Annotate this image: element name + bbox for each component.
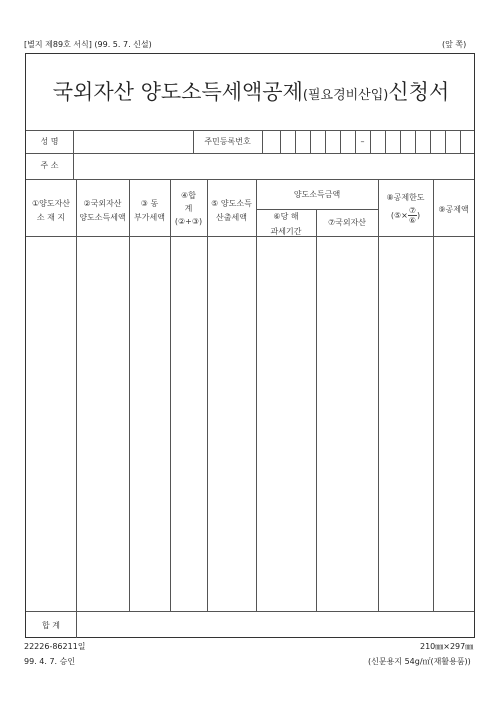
- col-foreign-asset-header: ⑦국외자산: [327, 218, 367, 227]
- formula-fraction: [408, 206, 417, 225]
- resident-id-dash: –: [360, 137, 365, 146]
- paper-size: 210㎜×297㎜: [420, 642, 474, 651]
- divider: [460, 130, 461, 153]
- col-group-income-header: 양도소득금액: [293, 190, 341, 199]
- name-label: 성 명: [40, 137, 59, 146]
- application-form: [25, 53, 475, 638]
- header-line: ⑤ 양도소득: [211, 199, 252, 208]
- divider: [280, 130, 281, 153]
- header-line: ⑧공제한도: [386, 193, 425, 202]
- total-label: 합 계: [42, 621, 60, 630]
- divider: [26, 179, 474, 180]
- approval-date: 99. 4. 7. 승인: [24, 657, 76, 666]
- col-asset-location-header: [26, 198, 76, 223]
- col-foreign-tax-header: [76, 198, 129, 223]
- title-suffix: 신청서: [388, 80, 450, 104]
- title-main: 국외자산 양도소득세액공제: [52, 80, 303, 104]
- name-field[interactable]: [74, 131, 192, 152]
- header-line: ②국외자산: [83, 199, 122, 208]
- col-total-header: [170, 190, 207, 227]
- divider: [262, 130, 263, 153]
- data-entry-area[interactable]: [26, 237, 473, 610]
- col-calculated-tax-header: [207, 198, 256, 223]
- formula-suffix: ): [417, 211, 421, 220]
- fraction-numerator: ⑦: [408, 206, 417, 215]
- header-line: ③ 동: [140, 199, 159, 208]
- header-line: 계: [184, 204, 193, 213]
- col-deduction-limit-header: [378, 192, 433, 225]
- deduction-formula: [378, 206, 433, 225]
- divider: [325, 130, 326, 153]
- total-field[interactable]: [77, 612, 473, 636]
- form-title: [26, 76, 476, 106]
- divider: [430, 130, 431, 153]
- form-code: 22226-86211일: [24, 642, 86, 651]
- divider: [295, 130, 296, 153]
- divider: [370, 130, 371, 153]
- title-paren: (필요경비산입): [302, 88, 389, 103]
- divider: [400, 130, 401, 153]
- address-label: 주 소: [40, 161, 59, 170]
- header-line: 양도소득세액: [79, 213, 126, 222]
- page-side-label: (앞 쪽): [442, 40, 467, 49]
- header-line: 소 재 지: [36, 213, 66, 222]
- header-line: (②+③): [174, 217, 203, 226]
- col-surtax-header: [129, 198, 170, 223]
- paper-type: (신문용지 54g/㎡(재활용품)): [368, 657, 471, 666]
- formula-prefix: (⑤×: [390, 211, 408, 220]
- divider: [340, 130, 341, 153]
- resident-id-label: 주민등록번호: [204, 137, 251, 146]
- header-line: ⑥당 해: [273, 212, 299, 221]
- divider: [445, 130, 446, 153]
- address-field[interactable]: [74, 154, 472, 178]
- header-line: 부가세액: [134, 213, 165, 222]
- header-line: 과세기간: [270, 227, 302, 236]
- form-number-label: [별지 제89호 서식] (99. 5. 7. 신설): [24, 40, 152, 49]
- col-deduction-amount-header: ⑨공제액: [438, 205, 469, 214]
- divider: [385, 130, 386, 153]
- col-current-period-header: [256, 211, 316, 237]
- header-line: ①양도자산: [31, 199, 71, 208]
- header-line: ④합: [181, 191, 196, 200]
- divider: [256, 209, 378, 210]
- header-line: 산출세액: [216, 213, 247, 222]
- divider: [415, 130, 416, 153]
- divider: [310, 130, 311, 153]
- fraction-denominator: ⑥: [408, 216, 417, 225]
